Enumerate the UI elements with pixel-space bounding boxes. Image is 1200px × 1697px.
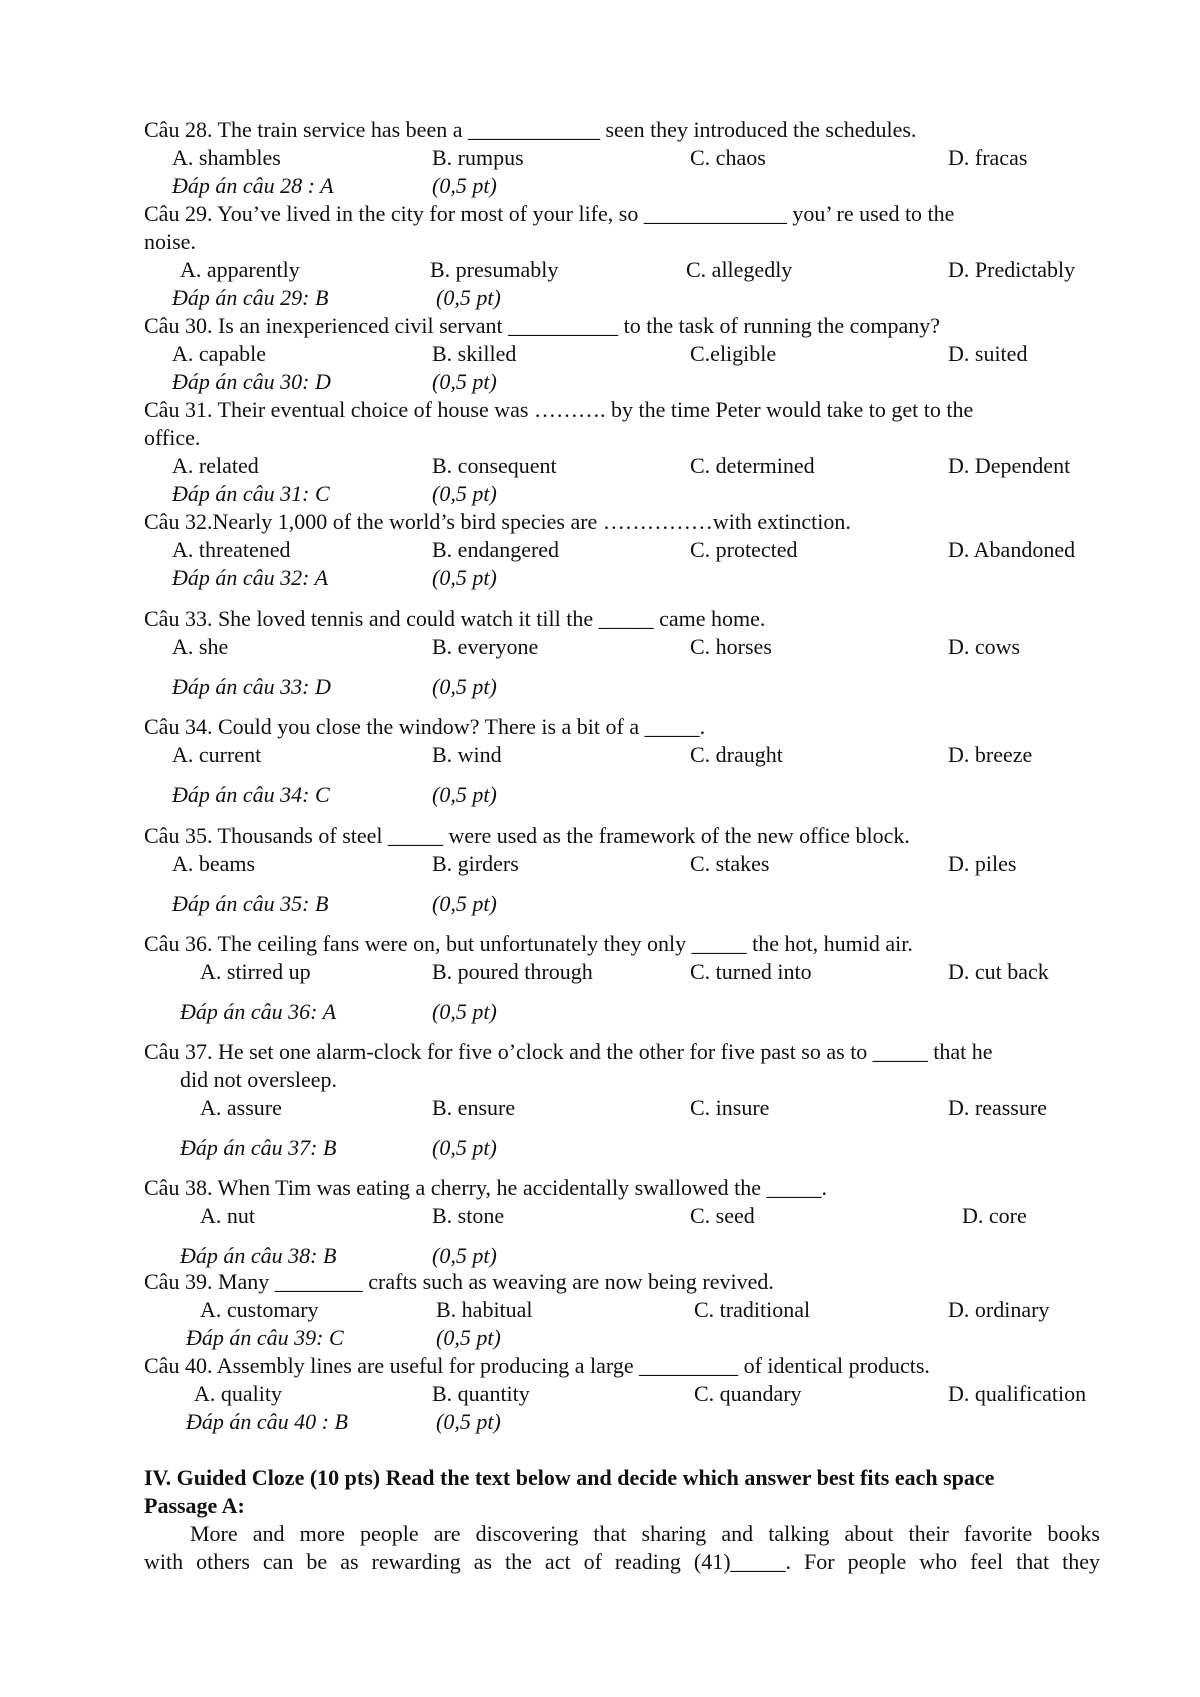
option-c: C. turned into — [690, 959, 812, 984]
option-a: A. threatened — [172, 537, 291, 562]
option-b: B. stone — [432, 1203, 505, 1228]
answer-40: Đáp án câu 40 : B — [186, 1409, 348, 1434]
answer-29: Đáp án câu 29: B — [172, 285, 329, 310]
option-b: B. endangered — [432, 537, 560, 562]
option-c: C. determined — [690, 453, 815, 478]
option-c: C. draught — [690, 742, 783, 767]
option-c: C. insure — [690, 1095, 770, 1120]
option-b: B. presumably — [430, 257, 559, 282]
question-34-stem: Câu 34. Could you close the window? There is a bit of a _____. — [144, 714, 706, 739]
points-40: (0,5 pt) — [436, 1409, 501, 1434]
question-37-stem: Câu 37. He set one alarm-clock for five o’clock and the other for five past so as to _____ that he — [144, 1039, 993, 1064]
option-c: C. allegedly — [686, 257, 793, 282]
option-b: B. poured through — [432, 959, 593, 984]
question-29-stem: Câu 29. You’ve lived in the city for most of your life, so _____________ you’ re used to the — [144, 201, 955, 226]
option-b: B. girders — [432, 851, 519, 876]
question-38-stem: Câu 38. When Tim was eating a cherry, he accidentally swallowed the _____. — [144, 1175, 828, 1200]
passage-line-1: More and more people are discovering that sharing and talking about their favorite books — [190, 1521, 1100, 1546]
points-30: (0,5 pt) — [432, 369, 497, 394]
option-d: D. cows — [948, 634, 1021, 659]
section-heading: IV. Guided Cloze (10 pts) Read the text below and decide which answer best fits each space — [144, 1465, 995, 1490]
option-a: A. customary — [200, 1297, 319, 1322]
points-35: (0,5 pt) — [432, 891, 497, 916]
option-b: B. habitual — [436, 1297, 533, 1322]
option-c: C. stakes — [690, 851, 770, 876]
question-32-stem: Câu 32.Nearly 1,000 of the world’s bird species are ……………with extinction. — [144, 509, 851, 534]
option-d: D. ordinary — [948, 1297, 1050, 1322]
question-36-stem: Câu 36. The ceiling fans were on, but unfortunately they only _____ the hot, humid air. — [144, 931, 913, 956]
question-28-stem: Câu 28. The train service has been a ____________ seen they introduced the schedules. — [144, 117, 917, 142]
option-b: B. skilled — [432, 341, 517, 366]
question-37-stem-cont: did not oversleep. — [180, 1067, 338, 1092]
question-31-stem: Câu 31. Their eventual choice of house was ………. by the time Peter would take to get to the — [144, 397, 974, 422]
option-b: B. quantity — [432, 1381, 530, 1406]
passage-label: Passage A: — [144, 1493, 245, 1518]
option-a: A. related — [172, 453, 259, 478]
answer-32: Đáp án câu 32: A — [172, 565, 329, 590]
option-b: B. rumpus — [432, 145, 524, 170]
question-31-stem-cont: office. — [144, 425, 201, 450]
option-b: B. consequent — [432, 453, 557, 478]
answer-34: Đáp án câu 34: C — [172, 782, 330, 807]
question-33-stem: Câu 33. She loved tennis and could watch it till the _____ came home. — [144, 606, 766, 631]
answer-38: Đáp án câu 38: B — [180, 1243, 337, 1268]
option-a: A. capable — [172, 341, 267, 366]
option-d: D. fracas — [948, 145, 1028, 170]
answer-37: Đáp án câu 37: B — [180, 1135, 337, 1160]
option-d: D. cut back — [948, 959, 1049, 984]
option-a: A. apparently — [180, 257, 300, 282]
points-38: (0,5 pt) — [432, 1243, 497, 1268]
question-40-stem: Câu 40. Assembly lines are useful for producing a large _________ of identical products. — [144, 1353, 930, 1378]
option-c: C. chaos — [690, 145, 766, 170]
question-35-stem: Câu 35. Thousands of steel _____ were used as the framework of the new office block. — [144, 823, 910, 848]
option-d: D. breeze — [948, 742, 1033, 767]
question-29-stem-cont: noise. — [144, 229, 196, 254]
option-d: D. Predictably — [948, 257, 1076, 282]
points-28: (0,5 pt) — [432, 173, 497, 198]
points-31: (0,5 pt) — [432, 481, 497, 506]
option-b: B. wind — [432, 742, 502, 767]
points-32: (0,5 pt) — [432, 565, 497, 590]
option-a: A. beams — [172, 851, 256, 876]
option-b: B. everyone — [432, 634, 539, 659]
points-34: (0,5 pt) — [432, 782, 497, 807]
option-c: C. horses — [690, 634, 772, 659]
answer-30: Đáp án câu 30: D — [172, 369, 331, 394]
option-c: C. traditional — [694, 1297, 811, 1322]
option-d: D. reassure — [948, 1095, 1047, 1120]
option-d: D. Dependent — [948, 453, 1071, 478]
points-29: (0,5 pt) — [436, 285, 501, 310]
option-c: C. protected — [690, 537, 798, 562]
answer-39: Đáp án câu 39: C — [186, 1325, 344, 1350]
points-39: (0,5 pt) — [436, 1325, 501, 1350]
answer-28: Đáp án câu 28 : A — [172, 173, 334, 198]
option-d: D. piles — [948, 851, 1017, 876]
points-37: (0,5 pt) — [432, 1135, 497, 1160]
answer-31: Đáp án câu 31: C — [172, 481, 330, 506]
answer-33: Đáp án câu 33: D — [172, 674, 331, 699]
option-b: B. ensure — [432, 1095, 516, 1120]
points-33: (0,5 pt) — [432, 674, 497, 699]
option-a: A. shambles — [172, 145, 281, 170]
option-c: C. seed — [690, 1203, 755, 1228]
option-d: D. suited — [948, 341, 1028, 366]
option-a: A. nut — [200, 1203, 255, 1228]
question-39-stem: Câu 39. Many ________ crafts such as weaving are now being revived. — [144, 1269, 774, 1294]
option-d: D. Abandoned — [948, 537, 1076, 562]
option-d: D. core — [962, 1203, 1027, 1228]
answer-35: Đáp án câu 35: B — [172, 891, 329, 916]
answer-36: Đáp án câu 36: A — [180, 999, 337, 1024]
option-c: C.eligible — [690, 341, 777, 366]
option-a: A. she — [172, 634, 229, 659]
passage-line-2: with others can be as rewarding as the act of reading (41)_____. For people who feel that they — [144, 1549, 1100, 1574]
points-36: (0,5 pt) — [432, 999, 497, 1024]
option-d: D. qualification — [948, 1381, 1087, 1406]
option-c: C. quandary — [694, 1381, 802, 1406]
option-a: A. current — [172, 742, 262, 767]
option-a: A. quality — [194, 1381, 282, 1406]
option-a: A. assure — [200, 1095, 282, 1120]
option-a: A. stirred up — [200, 959, 311, 984]
question-30-stem: Câu 30. Is an inexperienced civil servant __________ to the task of running the company? — [144, 313, 941, 338]
